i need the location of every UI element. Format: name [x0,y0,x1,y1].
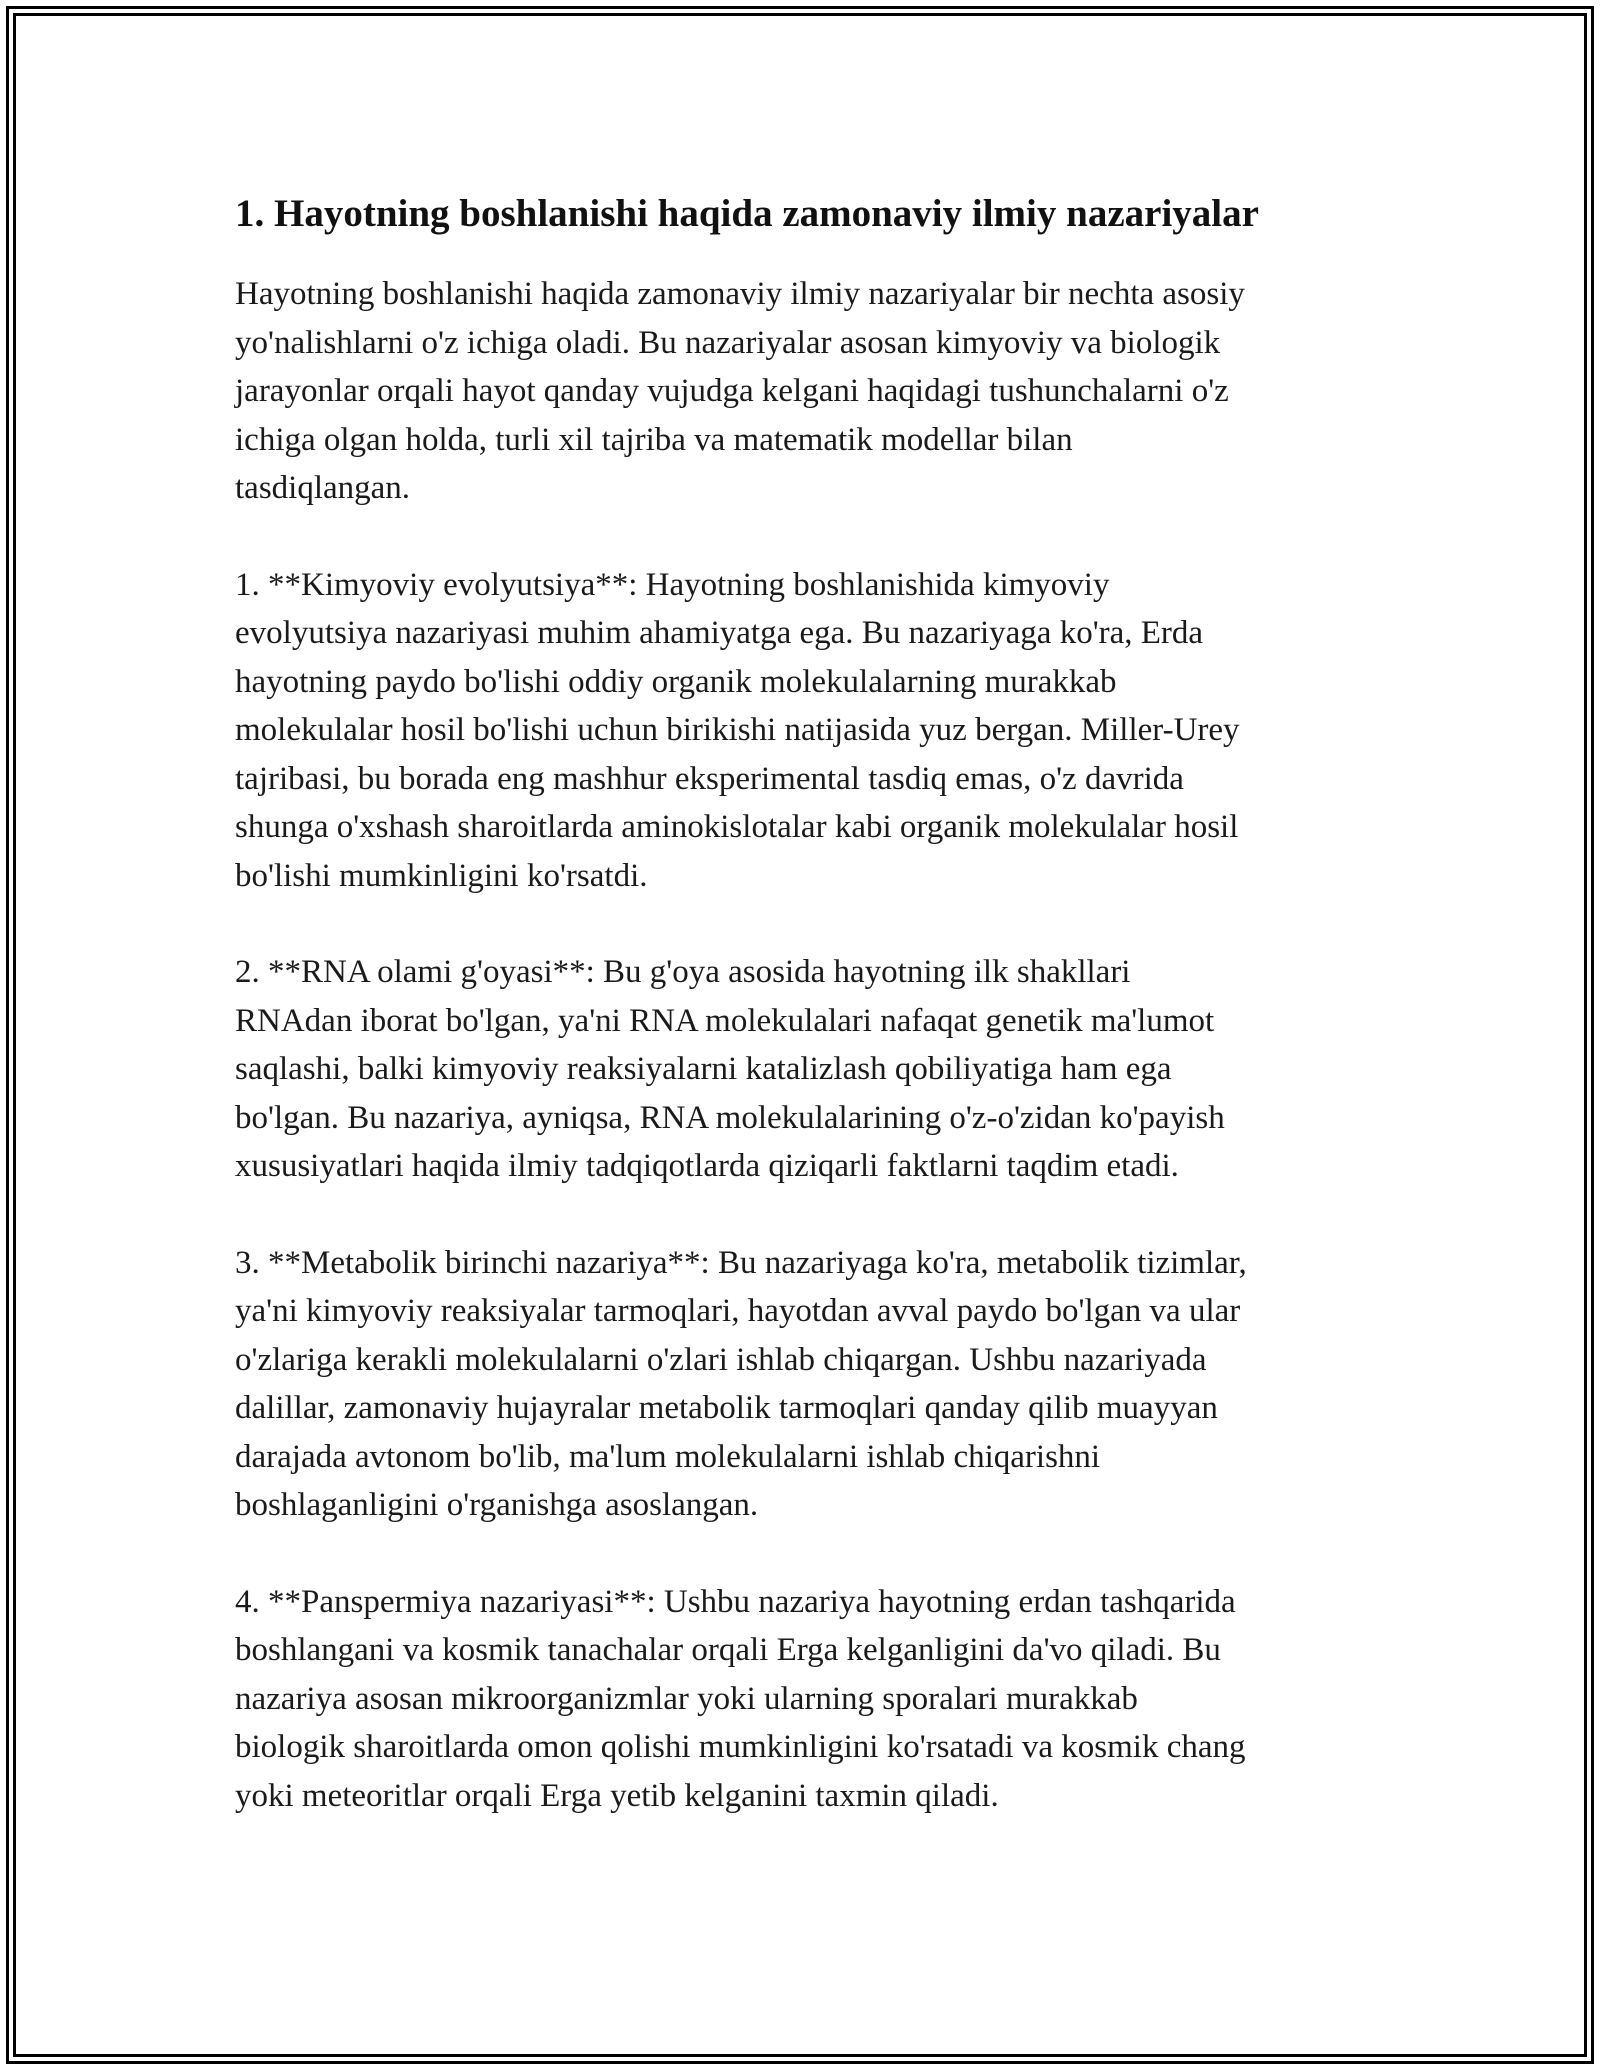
paragraph-metabolism-first: 3. **Metabolik birinchi nazariya**: Bu nazariyaga ko'ra, metabolik tizimlar, ya'ni kimyoviy reaksiyalar tarmoqlari, hayotdan avval paydo bo'lgan va ular o'zlariga kerakli molekulalarni o'zlari ishlab chiqargan. Ushbu nazariyada dalillar, zamonaviy hujayralar metabolik tarmoqlari qanday qilib muayyan darajada avtonom bo'lib, ma'lum molekulalarni ishlab chiqarishni boshlaganligini o'rganishga asoslangan. [235,1244,1247,1523]
document-body [235,186,1375,1868]
paragraph-panspermia: 4. **Panspermiya nazariyasi**: Ushbu nazariya hayotning erdan tashqarida boshlangani va kosmik tanachalar orqali Erga kelganligini da'vo qiladi. Bu nazariya asosan mikroorganizmlar yoki ularning sporalari murakkab biologik sharoitlarda omon qolishi mumkinligini ko'rsatadi va kosmik chang yoki meteoritlar orqali Erga yetib kelganini taxmin qiladi. [235,1583,1246,1814]
paragraph-rna-world: 2. **RNA olami g'oyasi**: Bu g'oya asosida hayotning ilk shakllari RNAdan iborat bo'lgan, ya'ni RNA molekulalari nafaqat genetik ma'lumot saqlashi, balki kimyoviy reaksiyalarni katalizlash qobiliyatiga ham ega bo'lgan. Bu nazariya, ayniqsa, RNA molekulalarining o'z-o'zidan ko'payish xususiyatlari haqida ilmiy tadqiqotlarda qiziqarli faktlarni taqdim etadi. [235,954,1225,1184]
paragraph-chemical-evolution: 1. **Kimyoviy evolyutsiya**: Hayotning boshlanishida kimyoviy evolyutsiya nazariyasi muhim ahamiyatga ega. Bu nazariyaga ko'ra, Erda hayotning paydo bo'lishi oddiy organik molekulalarning murakkab molekulalar hosil bo'lishi uchun birikishi natijasida yuz bergan. Miller-Urey tajribasi, bu borada eng mashhur eksperimental tasdiq emas, o'z davrida shunga o'xshash sharoitlarda aminokislotalar kabi organik molekulalar hosil bo'lishi mumkinligini ko'rsatdi. [235,566,1240,894]
intro-paragraph: Hayotning boshlanishi haqida zamonaviy ilmiy nazariyalar bir nechta asosiy yo'nalishlarni o'z ichiga oladi. Bu nazariyalar asosan kimyoviy va biologik jarayonlar orqali hayot qanday vujudga kelgani haqidagi tushunchalarni o'z ichiga olgan holda, turli xil tajriba va matematik modellar bilan tasdiqlangan. [235,276,1245,506]
document-heading: 1. Hayotning boshlanishi haqida zamonaviy ilmiy nazariyalar [235,192,1259,235]
